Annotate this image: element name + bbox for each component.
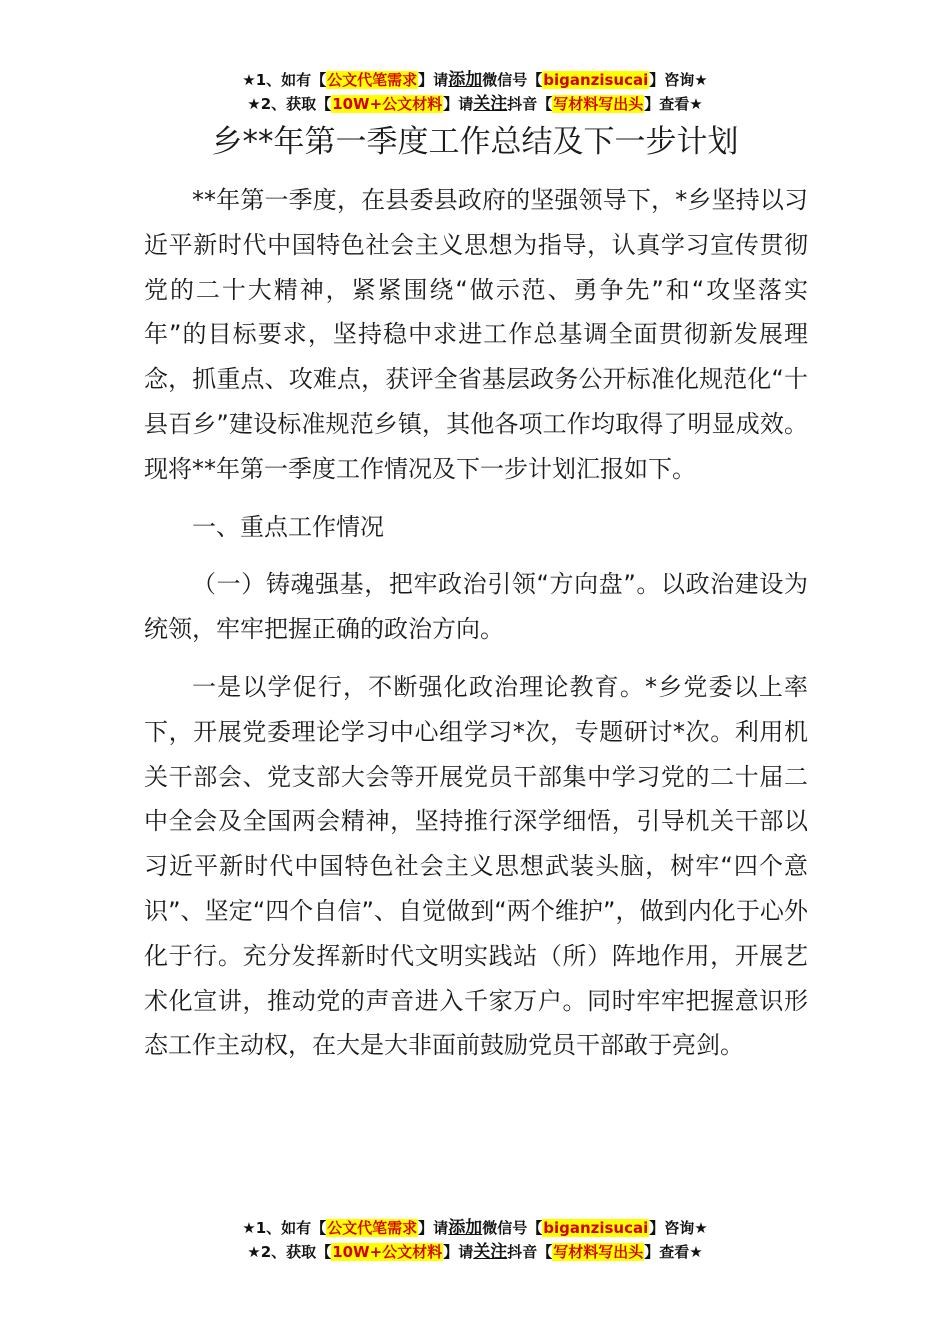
promo-highlight: 10W+公文材料: [332, 95, 443, 113]
promo-underline: 关注: [473, 94, 508, 114]
subsection-heading: （一）铸魂强基，把牢政治引领“方向盘”。以政治建设为统领，牢牢把握正确的政治方向。: [144, 570, 808, 644]
promo-text: 】请: [418, 1219, 449, 1237]
promo-underline: 添加: [448, 1218, 483, 1238]
promo-line-1: [0, 1216, 950, 1240]
promo-douyin-id: 写材料写出头: [553, 95, 644, 113]
promo-highlight: 公文代笔需求: [327, 1219, 418, 1237]
promo-underline: 关注: [473, 1242, 508, 1262]
promo-text: 】咨询★: [649, 1219, 708, 1237]
paragraph-body: 一是以学促行，不断强化政治理论教育。*乡党委以上率下，开展党委理论学习中心组学习*次，专题研讨*次。利用机关干部会、党支部大会等开展党员干部集中学习党的二十届二中全会及全国两会精神，坚持推行深学细悟，引导机关干部以习近平新时代中国特色社会主义思想武装头脑，树牢“四个意识”、坚定“四个自信”、自觉做到“两个维护”，做到内化于心外化于行。充分发挥新时代文明实践站（所）阵地作用，开展艺术化宣讲，推动党的声音进入千家万户。同时牢牢把握意识形态工作主动权，在大是大非面前鼓励党员干部敢于亮剑。: [144, 672, 808, 1060]
promo-text: ★1、如有【: [242, 71, 327, 89]
promo-underline: 添加: [448, 70, 483, 90]
promo-highlight: 公文代笔需求: [327, 71, 418, 89]
promo-footer: [0, 1216, 950, 1264]
promo-text: 】请: [418, 71, 449, 89]
promo-text: 微信号【: [482, 71, 543, 89]
promo-wechat-id: biganzisucai: [543, 71, 649, 89]
paragraph-intro: **年第一季度，在县委县政府的坚强领导下，*乡坚持以习近平新时代中国特色社会主义思想为指导，认真学习宣传贯彻党的二十大精神，紧紧围绕“做示范、勇争先”和“攻坚落实年”的目标要求，坚持稳中求进工作总基调全面贯彻新发展理念，抓重点、攻难点，获评全省基层政务公开标准化规范化“十县百乡”建设标准规范乡镇，其他各项工作均取得了明显成效。现将**年第一季度工作情况及下一步计划汇报如下。: [144, 186, 808, 483]
promo-text: 抖音【: [507, 95, 553, 113]
document-body: [144, 178, 808, 1081]
promo-line-2: [0, 1240, 950, 1264]
promo-text: 微信号【: [482, 1219, 543, 1237]
promo-highlight: 10W+公文材料: [332, 1243, 443, 1261]
document-title: 乡**年第一季度工作总结及下一步计划: [211, 124, 739, 160]
promo-line-1: [0, 68, 950, 92]
promo-text: 】请: [443, 95, 474, 113]
promo-text: 】咨询★: [649, 71, 708, 89]
promo-douyin-id: 写材料写出头: [553, 1243, 644, 1261]
promo-text: 】查看★: [644, 1243, 703, 1261]
promo-wechat-id: biganzisucai: [543, 1219, 649, 1237]
promo-text: ★1、如有【: [242, 1219, 327, 1237]
promo-text: ★2、获取【: [247, 95, 332, 113]
promo-text: 抖音【: [507, 1243, 553, 1261]
promo-header: [0, 68, 950, 116]
promo-text: 】查看★: [644, 95, 703, 113]
promo-line-2: [0, 92, 950, 116]
section-heading: 一、重点工作情况: [192, 512, 384, 541]
promo-text: ★2、获取【: [247, 1243, 332, 1261]
promo-text: 】请: [443, 1243, 474, 1261]
